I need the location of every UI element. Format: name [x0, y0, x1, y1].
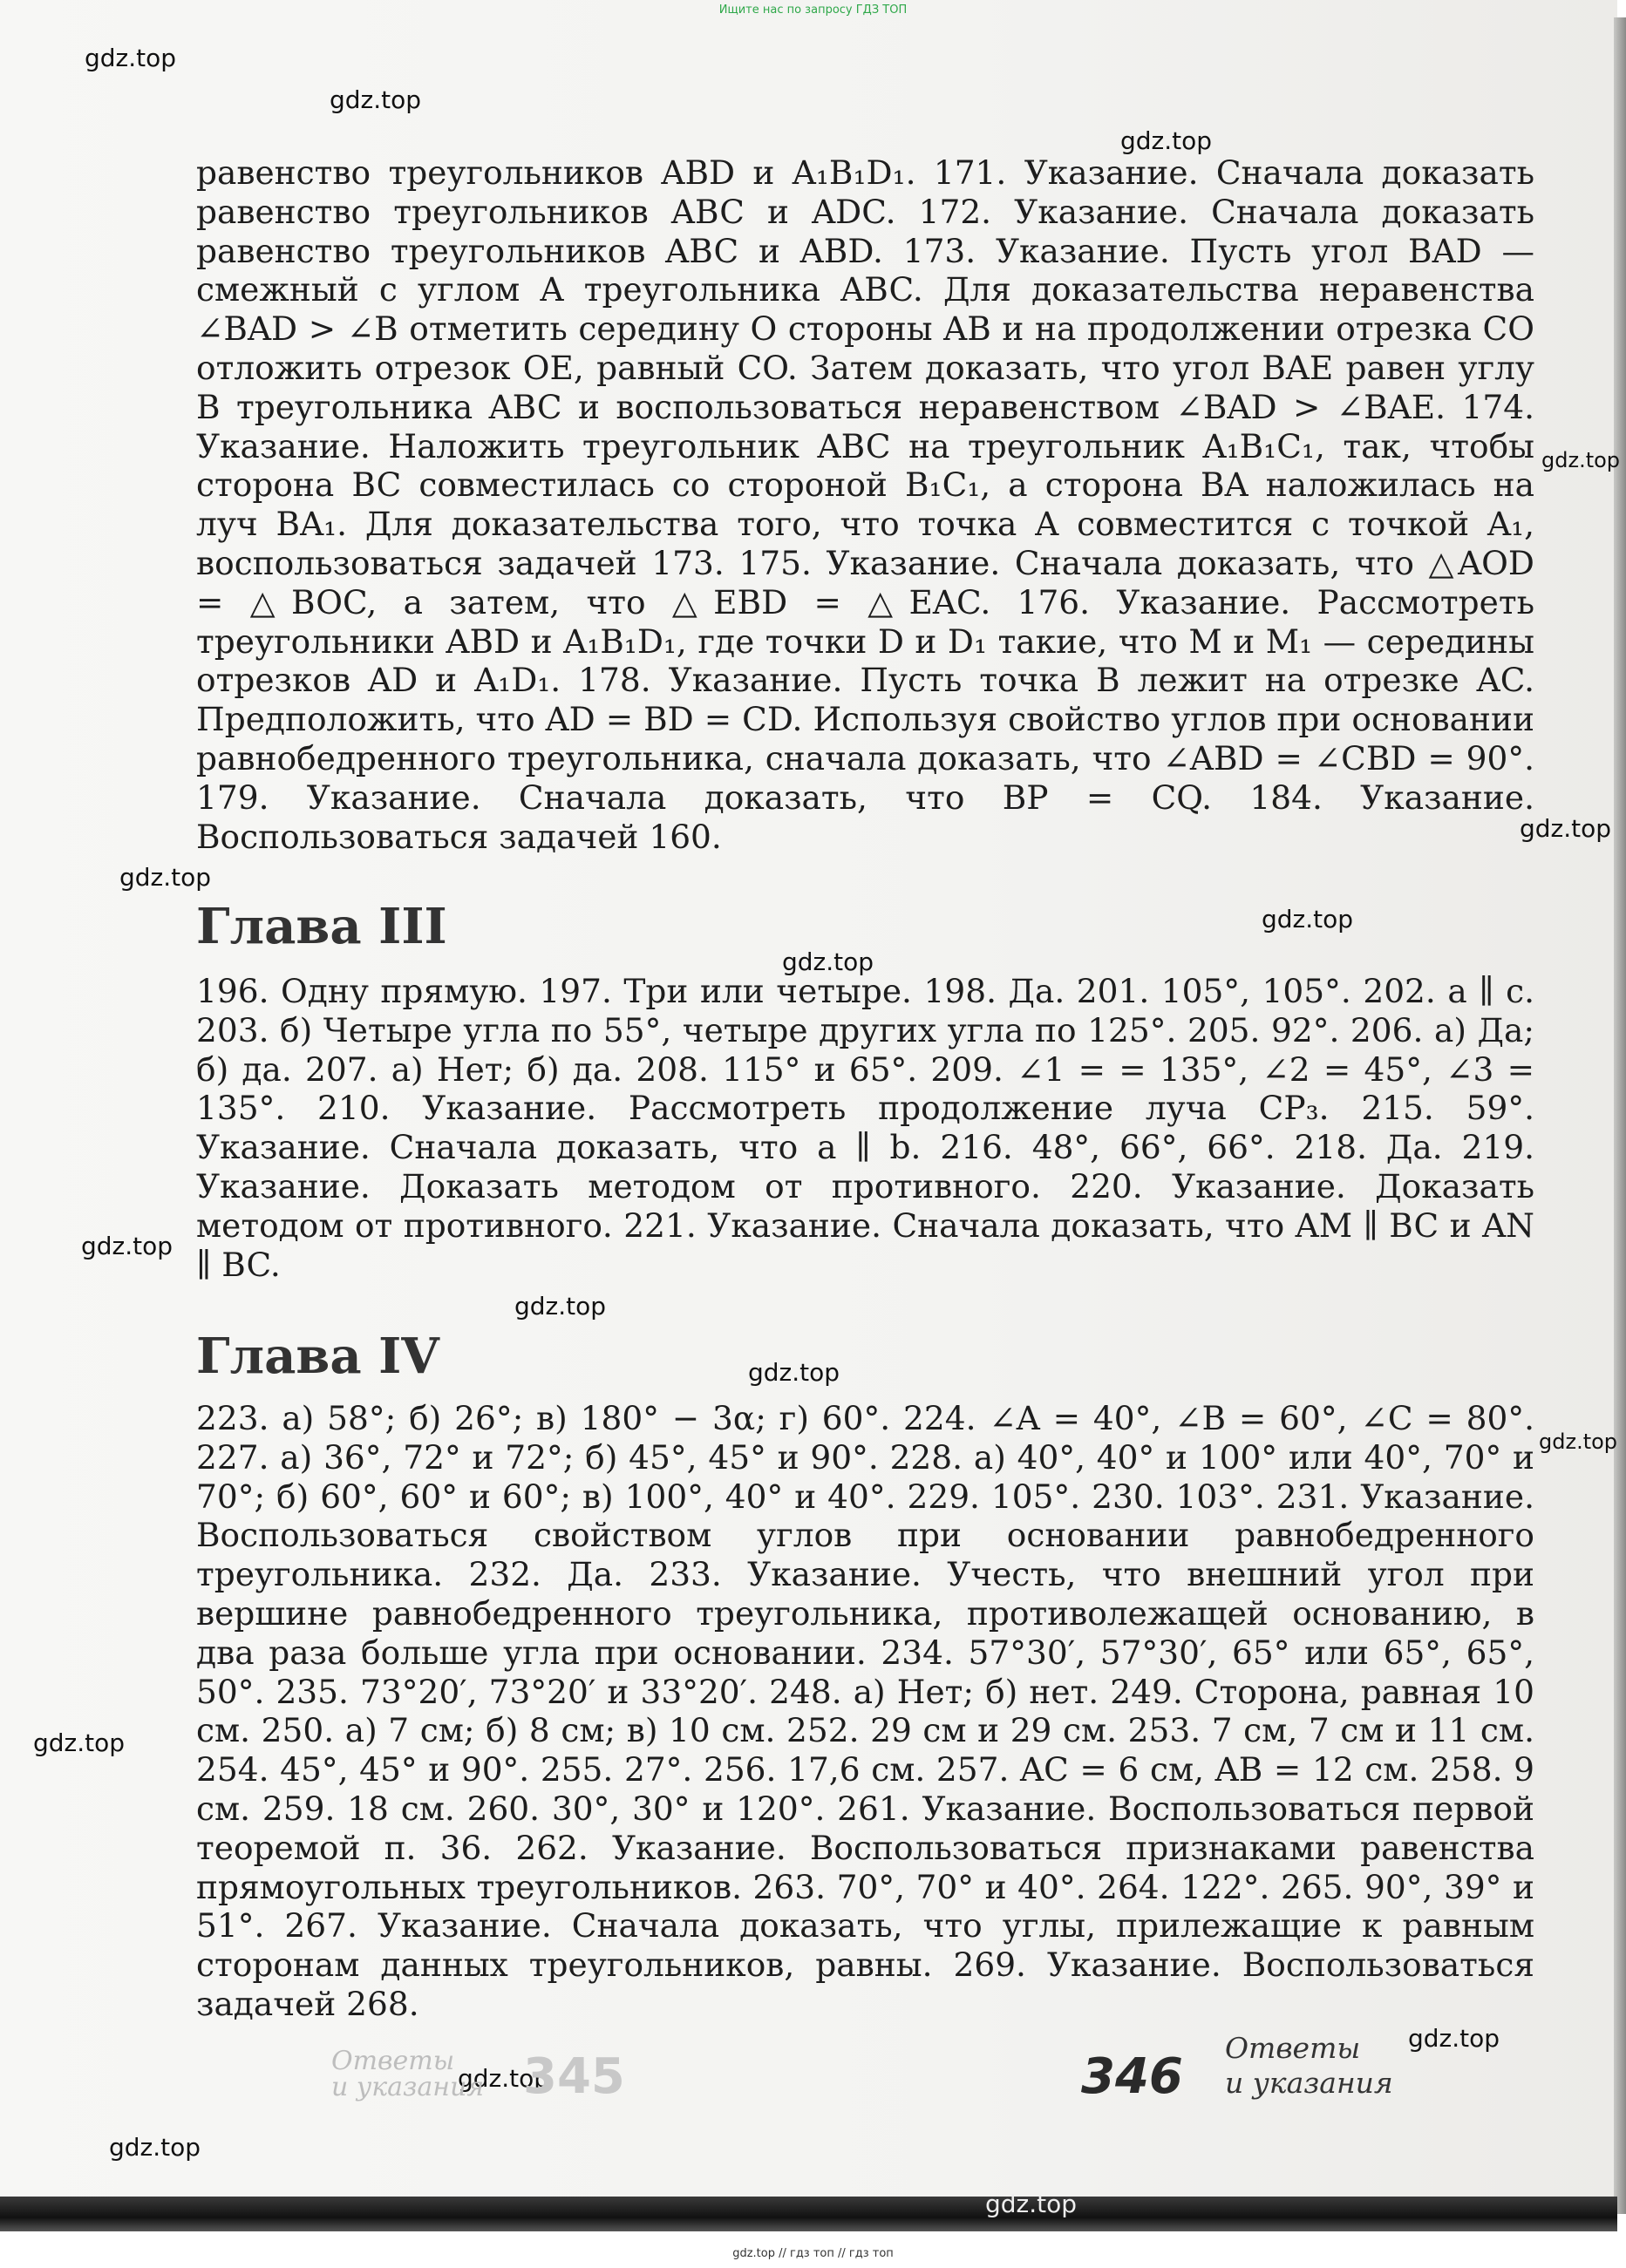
watermark: gdz.top	[81, 1232, 173, 1260]
watermark: gdz.top	[33, 1728, 126, 1757]
watermark: gdz.top	[1262, 905, 1354, 934]
watermark: gdz.top	[1520, 814, 1612, 843]
chapter-4-paragraph: 223. а) 58°; б) 26°; в) 180° − 3α; г) 60°. 224. ∠A = 40°, ∠B = 60°, ∠C = 80°. 227. а) 36°, 72° и 72°; б) 45°, 45° и 90°. 228. а) 40°, 40° и 100° или 40°, 70° и 70°; б) 60°, 60° и 60°; в) 100°, 40° и 40°. 229. 105°. 230. 103°. 231. Указание. Воспользоваться свойством углов при основании равнобедренного треугольника. 232. Да. 233. Указание. Учесть, что внешний угол при вершине равнобедренного треугольника, противолежащей основанию, в два раза больше угла при основании. 234. 57°30′, 57°30′, 65° или 65°, 65°, 50°. 235. 73°20′, 73°20′ и 33°20′. 248. а) Нет; б) нет. 249. Сторона, равная 10 см. 250. а) 7 см; б) 8 см; в) 10 см. 252. 29 см и 29 см. 253. 7 см, 7 см и 11 см. 254. 45°, 45° и 90°. 255. 27°. 256. 17,6 см. 257. AC = 6 см, AB = 12 см. 258. 9 см. 259. 18 см. 260. 30°, 30° и 120°. 261. Указание. Воспользоваться первой теоремой п. 36. 262. Указание. Воспользоваться признаками равенства прямоугольных треугольников. 263. 70°, 70° и 40°. 264. 122°. 265. 90°, 39° и 51°. 267. Указание. Сначала доказать, что углы, прилежащие к равным сторонам данных треугольников, равны. 269. Указание. Воспользоваться задачей 268.	[196, 1399, 1534, 2023]
footer-links[interactable]: gdz.top // гдз топ // гдз топ	[732, 2247, 894, 2260]
watermark: gdz.top	[748, 1358, 840, 1387]
watermark: gdz.top	[782, 947, 874, 976]
watermark: gdz.top	[119, 863, 212, 892]
watermark: gdz.top	[1541, 448, 1621, 472]
page-number: 346	[1081, 2048, 1183, 2105]
page-caption: Ответы и указания	[1225, 2031, 1393, 2100]
watermark: gdz.top	[330, 85, 422, 114]
top-banner[interactable]: Ищите нас по запросу ГДЗ ТОП	[718, 3, 908, 17]
watermark: gdz.top	[1408, 2024, 1500, 2053]
watermark: gdz.top	[1120, 126, 1213, 155]
watermark: gdz.top	[514, 1292, 607, 1321]
watermark: gdz.top	[458, 2064, 550, 2093]
bleed-through-caption: Ответы и указания	[331, 2046, 485, 2102]
book-spine	[1614, 17, 1626, 2214]
watermark: gdz.top	[85, 44, 177, 72]
watermark: gdz.top	[109, 2133, 201, 2162]
chapter-3-heading: Глава III	[196, 898, 447, 955]
bleed-through-page-number: 345	[523, 2048, 625, 2105]
continuation-paragraph: равенство треугольников ABD и A₁B₁D₁. 171. Указание. Сначала доказать равенство треугольников ABC и ADC. 172. Указание. Сначала доказать равенство треугольников ABC и ABD. 173. Указание. Пусть угол BAD — смежный с углом A треугольника ABC. Для доказательства неравенства ∠BAD > ∠B отметить середину O стороны AB и на продолжении отрезка CO отложить отрезок OE, равный CO. Затем доказать, что угол BAE равен углу B треугольника ABC и воспользоваться неравенством ∠BAD > ∠BAE. 174. Указание. Наложить треугольник ABC на треугольник A₁B₁C₁, так, чтобы сторона BC совместилась со стороной B₁C₁, а сторона BA наложилась на луч BA₁. Для доказательства того, что точка A совместится с точкой A₁, воспользоваться задачей 173. 175. Указание. Сначала доказать, что △AOD = △BOC, а затем, что △EBD = △EAC. 176. Указание. Рассмотреть треугольники ABD и A₁B₁D₁, где точки D и D₁ такие, что M и M₁ — середины отрезков AD и A₁D₁. 178. Указание. Пусть точка B лежит на отрезке AC. Предположить, что AD = BD = CD. Используя свойство углов при основании равнобедренного треугольника, сначала доказать, что ∠ABD = ∠CBD = 90°. 179. Указание. Сначала доказать, что BP = CQ. 184. Указание. Воспользоваться задачей 160.	[196, 153, 1534, 856]
watermark: gdz.top	[985, 2190, 1078, 2218]
scan-bottom-edge	[0, 2197, 1617, 2231]
chapter-3-answers	[196, 972, 1534, 1286]
chapter-4-heading: Глава IV	[196, 1328, 439, 1385]
chapter-4-answers	[196, 1399, 1534, 2023]
chapter-3-paragraph: 196. Одну прямую. 197. Три или четыре. 198. Да. 201. 105°, 105°. 202. a ∥ c. 203. б) Четыре угла по 55°, четыре других угла по 125°. 205. 92°. 206. а) Да; б) да. 207. а) Нет; б) да. 208. 115° и 65°. 209. ∠1 = = 135°, ∠2 = 45°, ∠3 = 135°. 210. Указание. Рассмотреть продолжение луча CP₃. 215. 59°. Указание. Сначала доказать, что a ∥ b. 216. 48°, 66°, 66°. 218. Да. 219. Указание. Доказать методом от противного. 220. Указание. Доказать методом от противного. 221. Указание. Сначала доказать, что AM ∥ BC и AN ∥ BC.	[196, 972, 1534, 1284]
watermark: gdz.top	[1539, 1429, 1618, 1454]
continuation-answers	[196, 153, 1534, 864]
